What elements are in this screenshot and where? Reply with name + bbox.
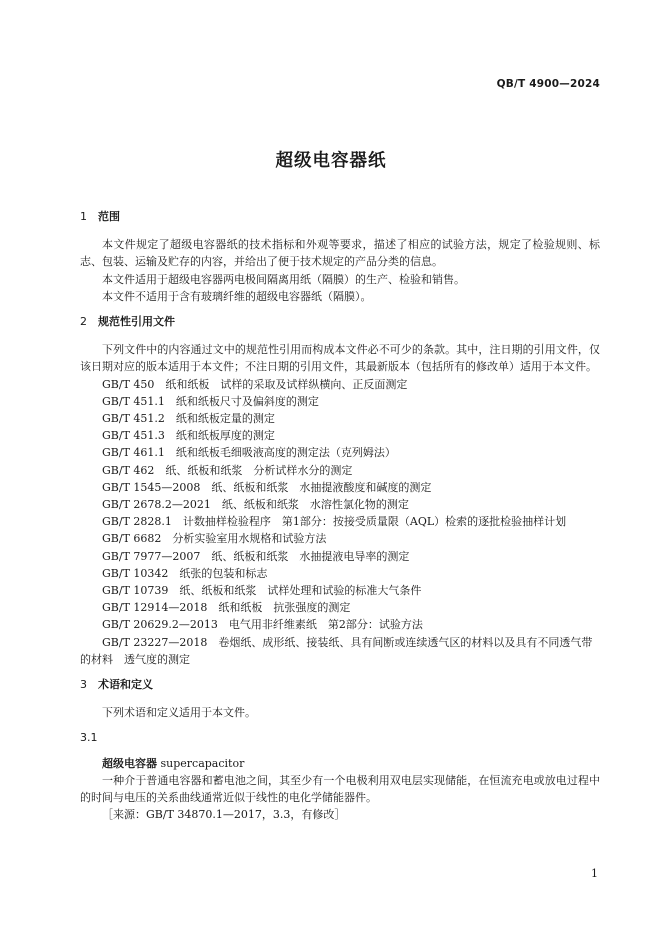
reference-item: GB/T 451.2 纸和纸板定量的测定 (102, 412, 275, 426)
term-source: ［来源：GB/T 34870.1—2017，3.3，有修改］ (102, 808, 346, 822)
section-1-heading (80, 208, 600, 225)
reference-item: GB/T 1545—2008 纸、纸板和纸浆 水抽提液酸度和碱度的测定 (102, 480, 432, 494)
terms-intro: 下列术语和定义适用于本文件。 (102, 706, 256, 720)
section-title: 规范性引用文件 (98, 315, 175, 329)
reference-list (80, 376, 600, 668)
section-number: 2 (80, 315, 87, 329)
scope-paragraph: 本文件适用于超级电容器两电极间隔离用纸（隔膜）的生产、检验和销售。 (102, 272, 465, 286)
reference-item: GB/T 451.3 纸和纸板厚度的测定 (102, 429, 275, 443)
reference-item: GB/T 2678.2—2021 纸、纸板和纸浆 水溶性氯化物的测定 (102, 498, 409, 512)
reference-item: GB/T 462 纸、纸板和纸浆 分析试样水分的测定 (102, 463, 353, 477)
section-2-heading (80, 313, 600, 330)
term-number: 3.1 (80, 731, 98, 745)
reference-item: GB/T 461.1 纸和纸板毛细吸液高度的测定法（克列姆法） (102, 446, 396, 460)
references-intro: 下列文件中的内容通过文中的规范性引用而构成本文件必不可少的条款。其中，注日期的引用文件，仅该日期对应的版本适用于本文件；不注日期的引用文件，其最新版本（包括所有的修改单）适用于本文件。 (80, 343, 600, 374)
reference-item: GB/T 12914—2018 纸和纸板 抗张强度的测定 (102, 601, 351, 615)
section-number: 1 (80, 210, 87, 223)
section-number: 3 (80, 678, 87, 692)
reference-item: GB/T 10739 纸、纸板和纸浆 试样处理和试验的标准大气条件 (102, 584, 422, 598)
page-number: 1 (591, 867, 598, 880)
reference-item: GB/T 23227—2018 卷烟纸、成形纸、接装纸、具有间断或连续透气区的材料以及具有不同透气带的材料 透气度的测定 (80, 635, 593, 666)
scope-paragraph: 本文件规定了超级电容器纸的技术指标和外观等要求，描述了相应的试验方法，规定了检验规则、标志、包装、运输及贮存的内容，并给出了便于技术规定的产品分类的信息。 (80, 238, 600, 269)
reference-item: GB/T 2828.1 计数抽样检验程序 第1部分：按接受质量限（AQL）检索的逐批检验抽样计划 (102, 515, 567, 529)
reference-item: GB/T 20629.2—2013 电气用非纤维素纸 第2部分：试验方法 (102, 618, 423, 632)
section-3-heading (80, 676, 600, 693)
section-title: 术语和定义 (98, 678, 153, 692)
term-name-en: supercapacitor (160, 756, 245, 770)
reference-item: GB/T 6682 分析实验室用水规格和试验方法 (102, 532, 327, 546)
reference-item: GB/T 7977—2007 纸、纸板和纸浆 水抽提液电导率的测定 (102, 549, 410, 563)
term-definition: 一种介于普通电容器和蓄电池之间，其至少有一个电极利用双电层实现储能，在恒流充电或放电过程中的时间与电压的关系曲线通常近似于线性的电化学储能器件。 (80, 773, 600, 805)
reference-item: GB/T 451.1 纸和纸板尺寸及偏斜度的测定 (102, 394, 319, 408)
term-name-zh: 超级电容器 (102, 756, 157, 770)
reference-item: GB/T 10342 纸张的包装和标志 (102, 566, 268, 580)
document-body (80, 208, 600, 824)
standard-code: QB/T 4900—2024 (496, 78, 600, 90)
document-title: 超级电容器纸 (275, 151, 387, 171)
reference-item: GB/T 450 纸和纸板 试样的采取及试样纵横向、正反面测定 (102, 377, 408, 391)
scope-paragraph: 本文件不适用于含有玻璃纤维的超级电容器纸（隔膜）。 (102, 289, 372, 303)
section-title: 范围 (98, 210, 120, 223)
term-name (80, 755, 600, 772)
